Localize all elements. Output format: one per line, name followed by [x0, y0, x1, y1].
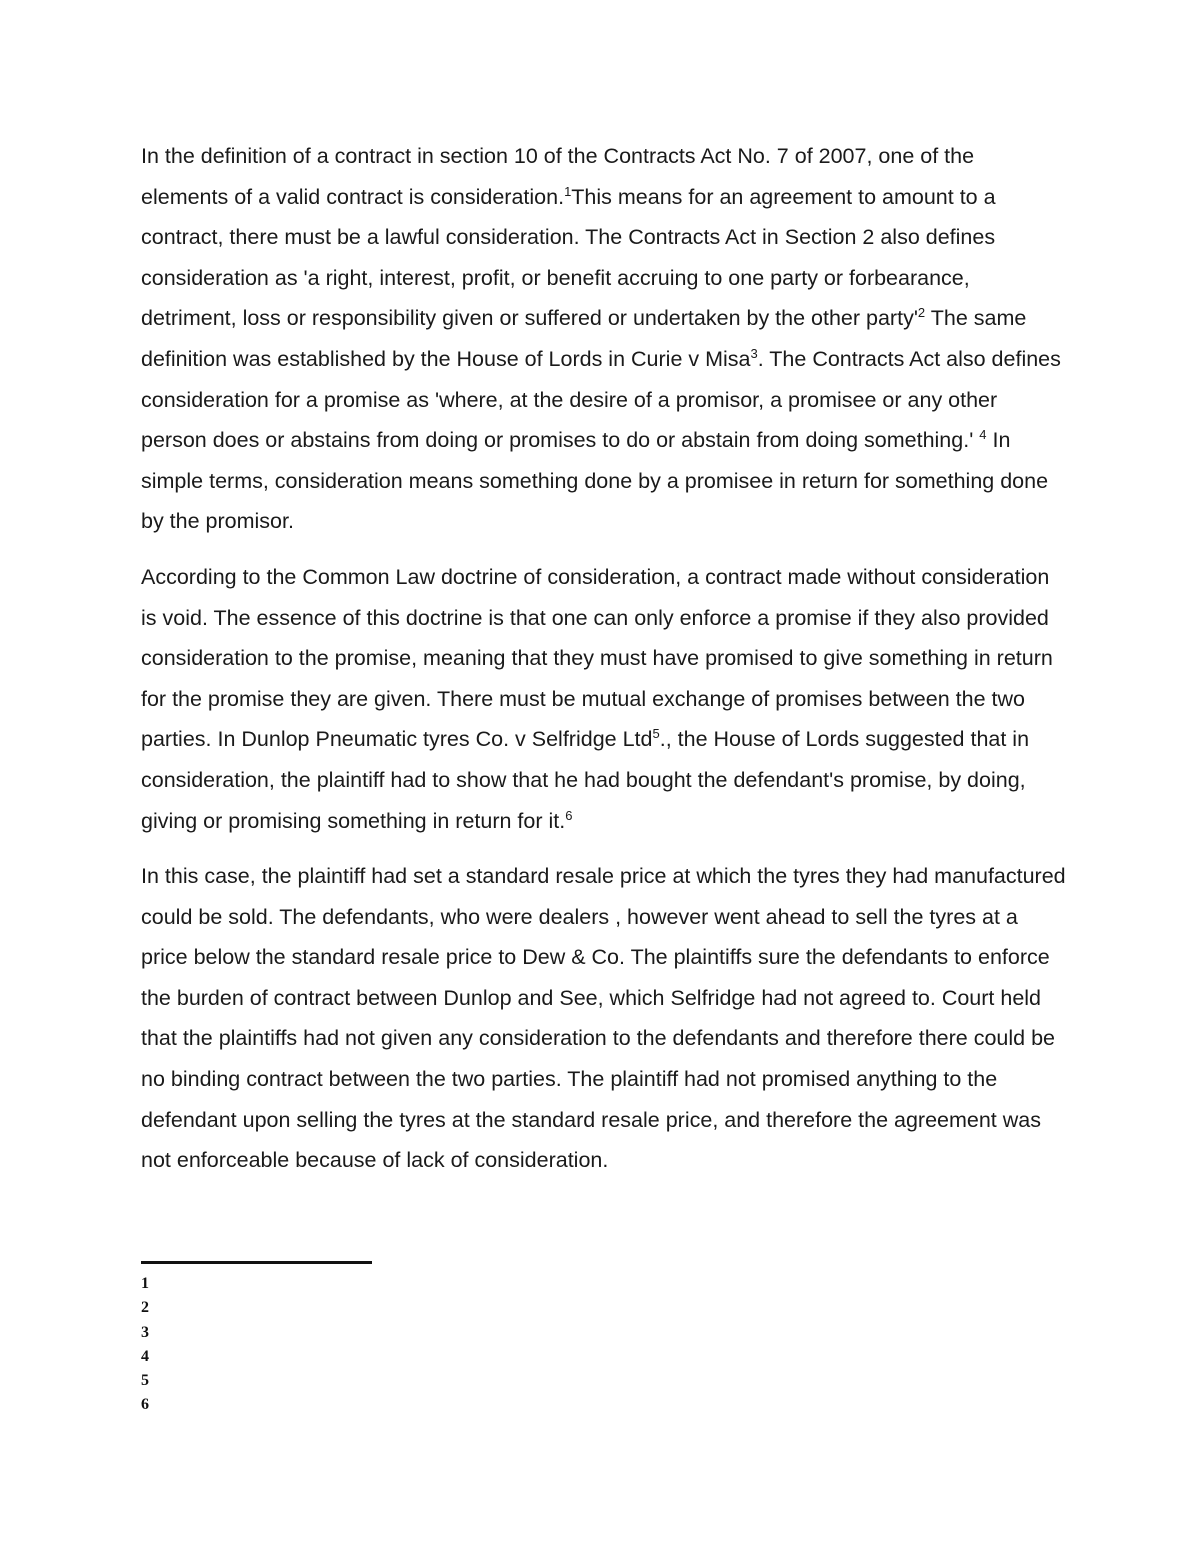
footnote-ref[interactable]: 6 — [565, 807, 573, 823]
body-text — [141, 136, 1066, 1196]
footnote-item: 5 — [141, 1372, 149, 1390]
footnote-item: 3 — [141, 1323, 149, 1341]
text-run: The same definition was established by the House of Lords in Curie v Misa — [141, 306, 1027, 371]
paragraph-3 — [141, 856, 1066, 1181]
footnote-ref[interactable]: 4 — [979, 427, 987, 442]
footnote-item: 4 — [141, 1347, 149, 1365]
text-run: According to the Common Law doctrine of consideration, a contract made without consideration is void. The essence of this doctrine is that one can only enforce a promise if they also provided consideration to the promise, meaning that they must have promised to give something in return for the promise they are given. There must be mutual exchange of promises between the two parties. In Dunlop Pneumatic tyres Co. v Selfridge Ltd — [141, 564, 1053, 752]
footnote-item: 6 — [141, 1396, 149, 1414]
footnote-ref[interactable]: 5 — [652, 726, 660, 742]
footnote-item: 1 — [141, 1275, 149, 1292]
footnotes-list — [141, 1272, 149, 1418]
footnote-ref[interactable]: 3 — [750, 345, 758, 361]
paragraph-1 — [141, 136, 1066, 542]
text-run: In this case, the plaintiff had set a standard resale price at which the tyres they had manufactured could be sold. The defendants, who were dealers , however went ahead to sell the tyres at a price below the standard resale price to Dew & Co. The plaintiffs sure the defendants to enforce the burden of contract between Dunlop and See, which Selfridge had not agreed to. Court held that the plaintiffs had not given any consideration to the defendants and therefore there could be no binding contract between the two parties. The plaintiff had not promised anything to the defendant upon selling the tyres at the standard resale price, and therefore the agreement was not enforceable because of lack of consideration. — [141, 864, 1066, 1173]
footnote-ref[interactable]: 1 — [564, 183, 572, 199]
text-run: ., the House of Lords suggested that in consideration, the plaintiff had to show that he had bought the defendant's promise, by doing, giving or promising something in return for it. — [141, 727, 1030, 833]
text-run: In the definition of a contract in section 10 of the Contracts Act No. 7 of 2007, one of the elements of a valid contract is consideration. — [141, 144, 975, 209]
footnote-ref[interactable]: 2 — [917, 305, 926, 321]
text-run: In simple terms, consideration means something done by a promisee in return for something done by the promisor. — [141, 428, 1049, 534]
text-run: . The Contracts Act also defines consideration for a promise as 'where, at the desire of a promisor, a promisee or any other person does or abstains from doing or promises to do or abstain from doing something.' — [141, 346, 1061, 453]
paragraph-2 — [141, 557, 1066, 841]
footnote-item: 2 — [141, 1299, 149, 1317]
footnote-separator — [141, 1261, 372, 1264]
text-run: This means for an agreement to amount to a contract, there must be a lawful consideration. The Contracts Act in Section 2 also defines consideration as 'a right, interest, profit, or benefit accruing to one party or forbearance, detriment, loss or responsibility given or suffered or undertaken by the other party' — [141, 184, 996, 331]
